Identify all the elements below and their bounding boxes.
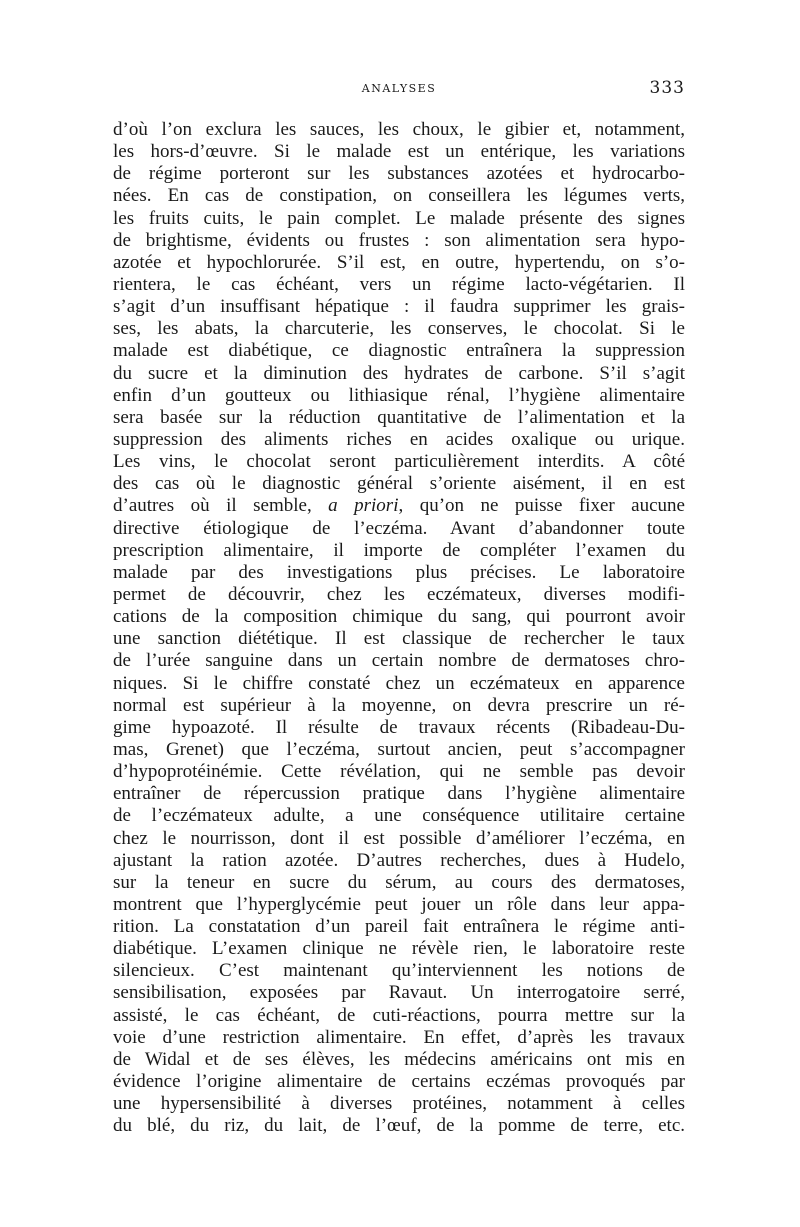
text-line: d’où l’on exclura les sauces, les choux, le gibier et, notamment, [113, 119, 685, 140]
text-line: une hypersensibilité à diverses protéines, notamment à celles [113, 1093, 685, 1115]
text-line: de l’eczémateux adulte, a une conséquence utilitaire certaine [113, 805, 685, 827]
text-line: mas, Grenet) que l’eczéma, surtout ancien, peut s’accompagner [113, 738, 685, 760]
page-number: 333 [649, 78, 685, 98]
text-line: sur la teneur en sucre du sérum, au cours des dermatoses, [113, 871, 685, 893]
text-line: normal est supérieur à la moyenne, on devra prescrire un ré- [113, 694, 685, 716]
text-line: de brightisme, évidents ou frustes : son alimentation sera hypo- [113, 229, 685, 251]
text-line: enfin d’un goutteux ou lithiasique rénal, l’hygiène alimentaire [113, 384, 685, 406]
text-line: entraîner de répercussion pratique dans l’hygiène alimentaire [113, 783, 685, 805]
text-line: s’agit d’un insuffisant hépatique : il faudra supprimer les grais- [113, 296, 685, 318]
text-line: d’hypoprotéinémie. Cette révélation, qui ne semble pas devoir [113, 761, 685, 783]
text-line: d’autres où il semble, a priori, qu’on ne puisse fixer aucune [113, 495, 685, 517]
text-line: du blé, du riz, du lait, de l’œuf, de la pomme de terre, etc. [113, 1115, 685, 1137]
text-line: sera basée sur la réduction quantitative de l’alimentation et la [113, 406, 685, 428]
text-line: assisté, le cas échéant, de cuti-réactions, pourra mettre sur la [113, 1004, 685, 1026]
text-line: directive étiologique de l’eczéma. Avant d’abandonner toute [113, 517, 685, 539]
text-line: niques. Si le chiffre constaté chez un eczémateux en apparence [113, 672, 685, 694]
text-line: diabétique. L’examen clinique ne révèle rien, le laboratoire reste [113, 938, 685, 960]
text-line: chez le nourrisson, dont il est possible d’améliorer l’eczéma, en [113, 827, 685, 849]
text-line: de régime porteront sur les substances azotées et hydrocarbo- [113, 163, 685, 185]
text-line: prescription alimentaire, il importe de compléter l’examen du [113, 539, 685, 561]
text-line: azotée et hypochlorurée. S’il est, en outre, hypertendu, on s’o- [113, 251, 685, 273]
text-line: malade par des investigations plus précises. Le laboratoire [113, 561, 685, 583]
text-line: voie d’une restriction alimentaire. En effet, d’après les travaux [113, 1026, 685, 1048]
text-line: de Widal et de ses élèves, les médecins américains ont mis en [113, 1048, 685, 1070]
text-line: suppression des aliments riches en acides oxalique ou urique. [113, 428, 685, 450]
text-line: silencieux. C’est maintenant qu’interviennent les notions de [113, 960, 685, 982]
text-line: cations de la composition chimique du sang, qui pourront avoir [113, 606, 685, 628]
text-line: montrent que l’hyperglycémie peut jouer un rôle dans leur appa- [113, 893, 685, 915]
text-line: permet de découvrir, chez les eczémateux, diverses modifi- [113, 583, 685, 605]
text-line: malade est diabétique, ce diagnostic entraînera la suppression [113, 340, 685, 362]
running-title: ANALYSES [361, 82, 437, 95]
text-line: sensibilisation, exposées par Ravaut. Un interrogatoire serré, [113, 982, 685, 1004]
body-text [113, 119, 685, 1137]
text-line: les fruits cuits, le pain complet. Le malade présente des signes [113, 207, 685, 229]
text-line: une sanction diététique. Il est classique de rechercher le taux [113, 628, 685, 650]
text-line: nées. En cas de constipation, on conseillera les légumes verts, [113, 185, 685, 207]
text-line: Les vins, le chocolat seront particulièrement interdits. A côté [113, 451, 685, 473]
text-line: des cas où le diagnostic général s’oriente aisément, il en est [113, 473, 685, 495]
text-line: évidence l’origine alimentaire de certains eczémas provoqués par [113, 1071, 685, 1093]
text-line: rientera, le cas échéant, vers un régime lacto-végétarien. Il [113, 273, 685, 295]
text-line: de l’urée sanguine dans un certain nombre de dermatoses chro- [113, 650, 685, 672]
text-line: ajustant la ration azotée. D’autres recherches, dues à Hudelo, [113, 849, 685, 871]
text-line: ses, les abats, la charcuterie, les conserves, le chocolat. Si le [113, 318, 685, 340]
text-line: du sucre et la diminution des hydrates de carbone. S’il s’agit [113, 362, 685, 384]
text-line: les hors-d’œuvre. Si le malade est un entérique, les variations [113, 141, 685, 163]
text-line: rition. La constatation d’un pareil fait entraînera le régime anti- [113, 916, 685, 938]
running-head [113, 78, 685, 102]
text-line: gime hypoazoté. Il résulte de travaux récents (Ribadeau-Du- [113, 716, 685, 738]
